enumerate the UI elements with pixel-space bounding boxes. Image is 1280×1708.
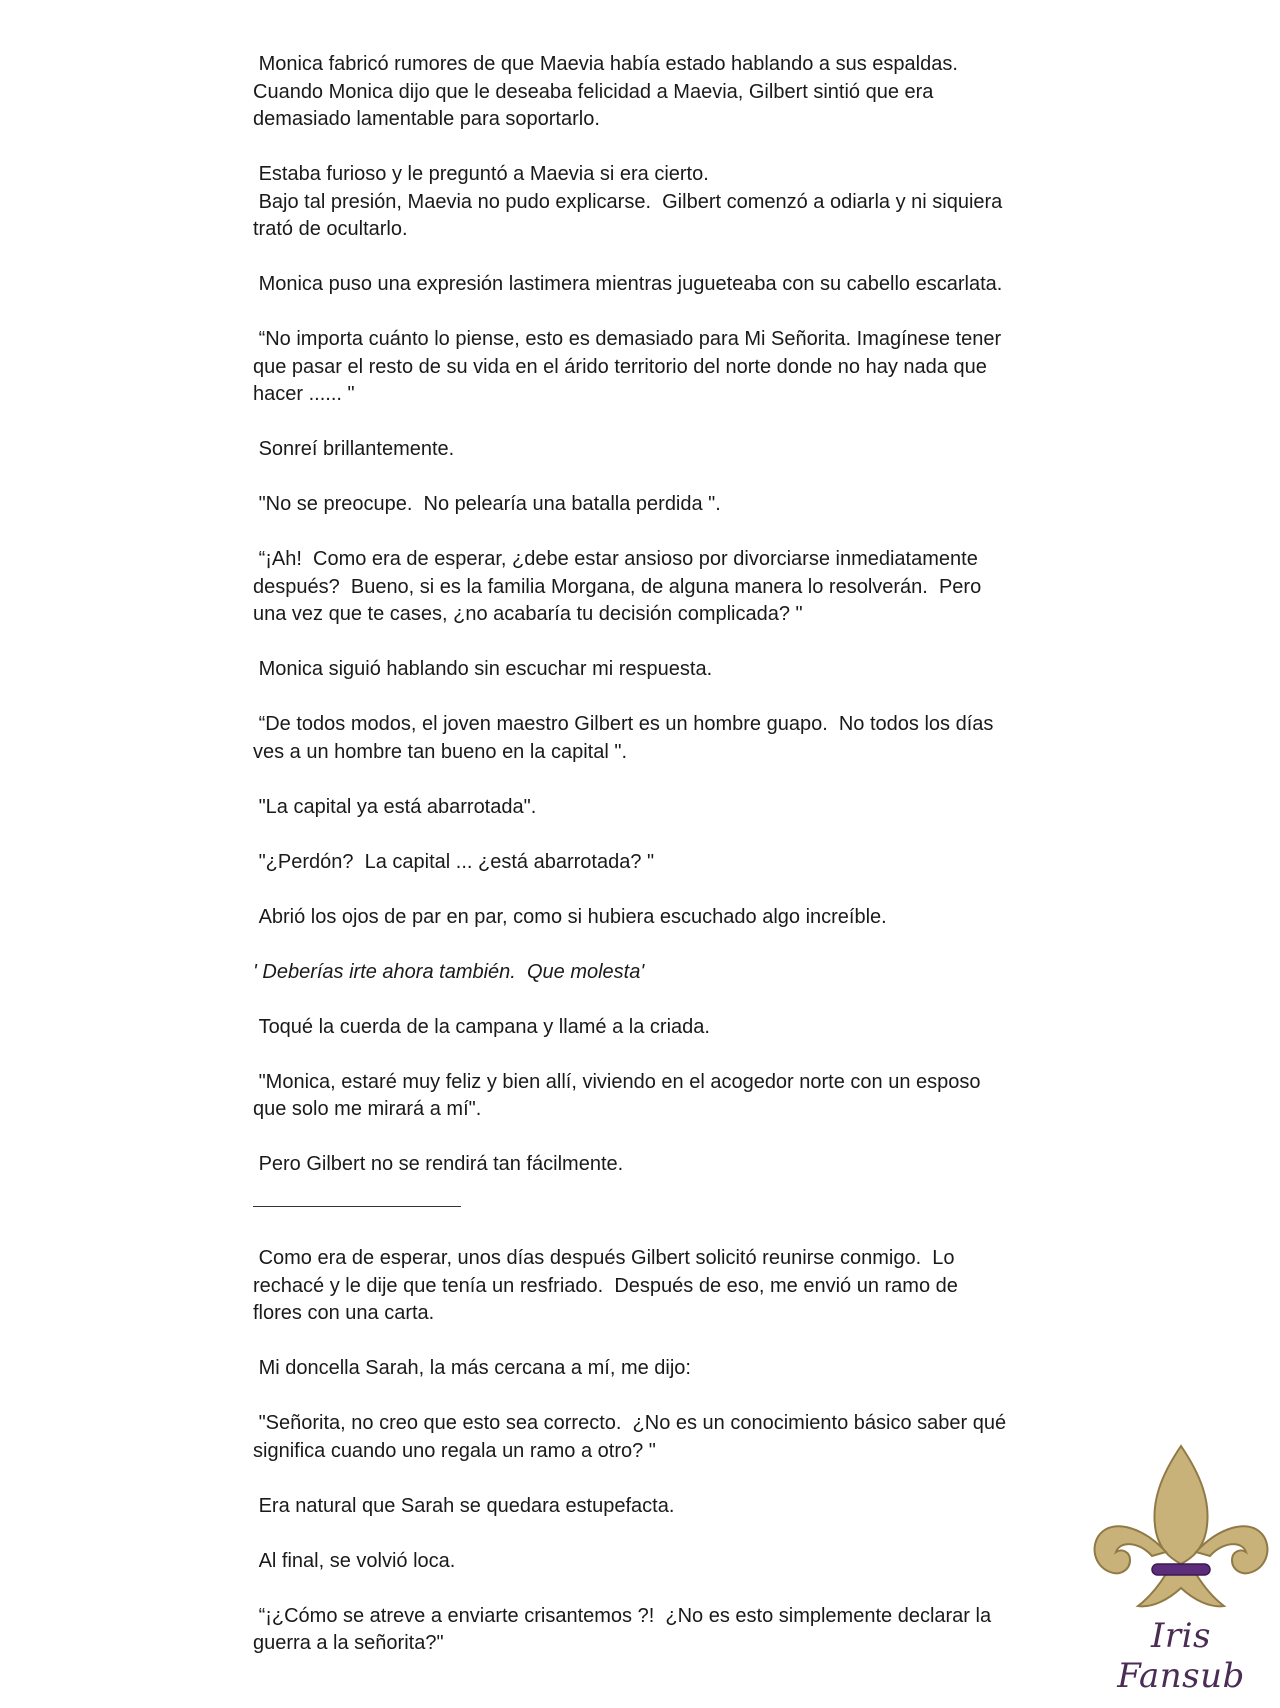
paragraph: ' Deberías irte ahora también. Que molesta' bbox=[253, 960, 645, 983]
paragraph: Al final, se volvió loca. bbox=[253, 1549, 456, 1572]
paragraph: "¿Perdón? La capital ... ¿está abarrotada? " bbox=[253, 850, 655, 873]
section-before-break bbox=[253, 51, 1053, 1179]
paragraph: Era natural que Sarah se quedara estupefacta. bbox=[253, 1494, 675, 1517]
paragraph: Monica siguió hablando sin escuchar mi respuesta. bbox=[253, 658, 713, 680]
paragraph: "Monica, estaré muy feliz y bien allí, viviendo en el acogedor norte con un esposo que solo me mirará a mí". bbox=[253, 1070, 981, 1120]
paragraph: Toqué la cuerda de la campana y llamé a la criada. bbox=[253, 1015, 710, 1038]
watermark-text: Iris Fansub bbox=[1117, 1616, 1245, 1696]
section-divider bbox=[253, 1206, 461, 1207]
paragraph: “¡¿Cómo se atreve a enviarte crisantemos ?! ¿No es esto simplemente declarar la guerra a la señorita?" bbox=[253, 1604, 992, 1654]
paragraph: “¡Ah! Como era de esperar, ¿debe estar ansioso por divorciarse inmediatamente después? Bueno, si es la familia Morgana, de alguna manera lo resolverán. Pero una vez que te cases, ¿no acabaría tu decisión complicada? " bbox=[253, 548, 982, 625]
watermark-logo bbox=[1086, 1440, 1276, 1696]
paragraph: Monica fabricó rumores de que Maevia había estado hablando a sus espaldas. Cuando Monica dijo que le deseaba felicidad a Maevia, Gilbert sintió que era demasiado lamentable para soportarlo. bbox=[253, 53, 958, 130]
fleur-de-lis-icon bbox=[1086, 1440, 1276, 1620]
paragraph: “De todos modos, el joven maestro Gilbert es un hombre guapo. No todos los días ves a un hombre tan bueno en la capital ". bbox=[253, 713, 994, 763]
paragraph: “No importa cuánto lo piense, esto es demasiado para Mi Señorita. Imagínese tener que pasar el resto de su vida en el árido territorio del norte donde no hay nada que hacer ...... " bbox=[253, 328, 1002, 405]
section-after-break bbox=[253, 1245, 1053, 1658]
paragraph: "Señorita, no creo que esto sea correcto. ¿No es un conocimiento básico saber qué significa cuando uno regala un ramo a otro? " bbox=[253, 1412, 1007, 1462]
paragraph: "La capital ya está abarrotada". bbox=[253, 795, 537, 818]
paragraph: Estaba furioso y le preguntó a Maevia si era cierto. Bajo tal presión, Maevia no pudo explicarse. Gilbert comenzó a odiarla y ni siquiera trató de ocultarlo. bbox=[253, 163, 1003, 240]
document-page bbox=[253, 51, 1053, 1685]
paragraph: "No se preocupe. No pelearía una batalla perdida ". bbox=[253, 493, 721, 515]
paragraph: Monica puso una expresión lastimera mientras jugueteaba con su cabello escarlata. bbox=[253, 273, 1003, 295]
paragraph: Pero Gilbert no se rendirá tan fácilmente. bbox=[253, 1153, 624, 1175]
paragraph: Sonreí brillantemente. bbox=[253, 438, 455, 460]
paragraph: Mi doncella Sarah, la más cercana a mí, me dijo: bbox=[253, 1357, 691, 1379]
paragraph: Abrió los ojos de par en par, como si hubiera escuchado algo increíble. bbox=[253, 905, 887, 928]
paragraph: Como era de esperar, unos días después Gilbert solicitó reunirse conmigo. Lo rechacé y le dije que tenía un resfriado. Después de eso, me envió un ramo de flores con una carta. bbox=[253, 1247, 958, 1324]
